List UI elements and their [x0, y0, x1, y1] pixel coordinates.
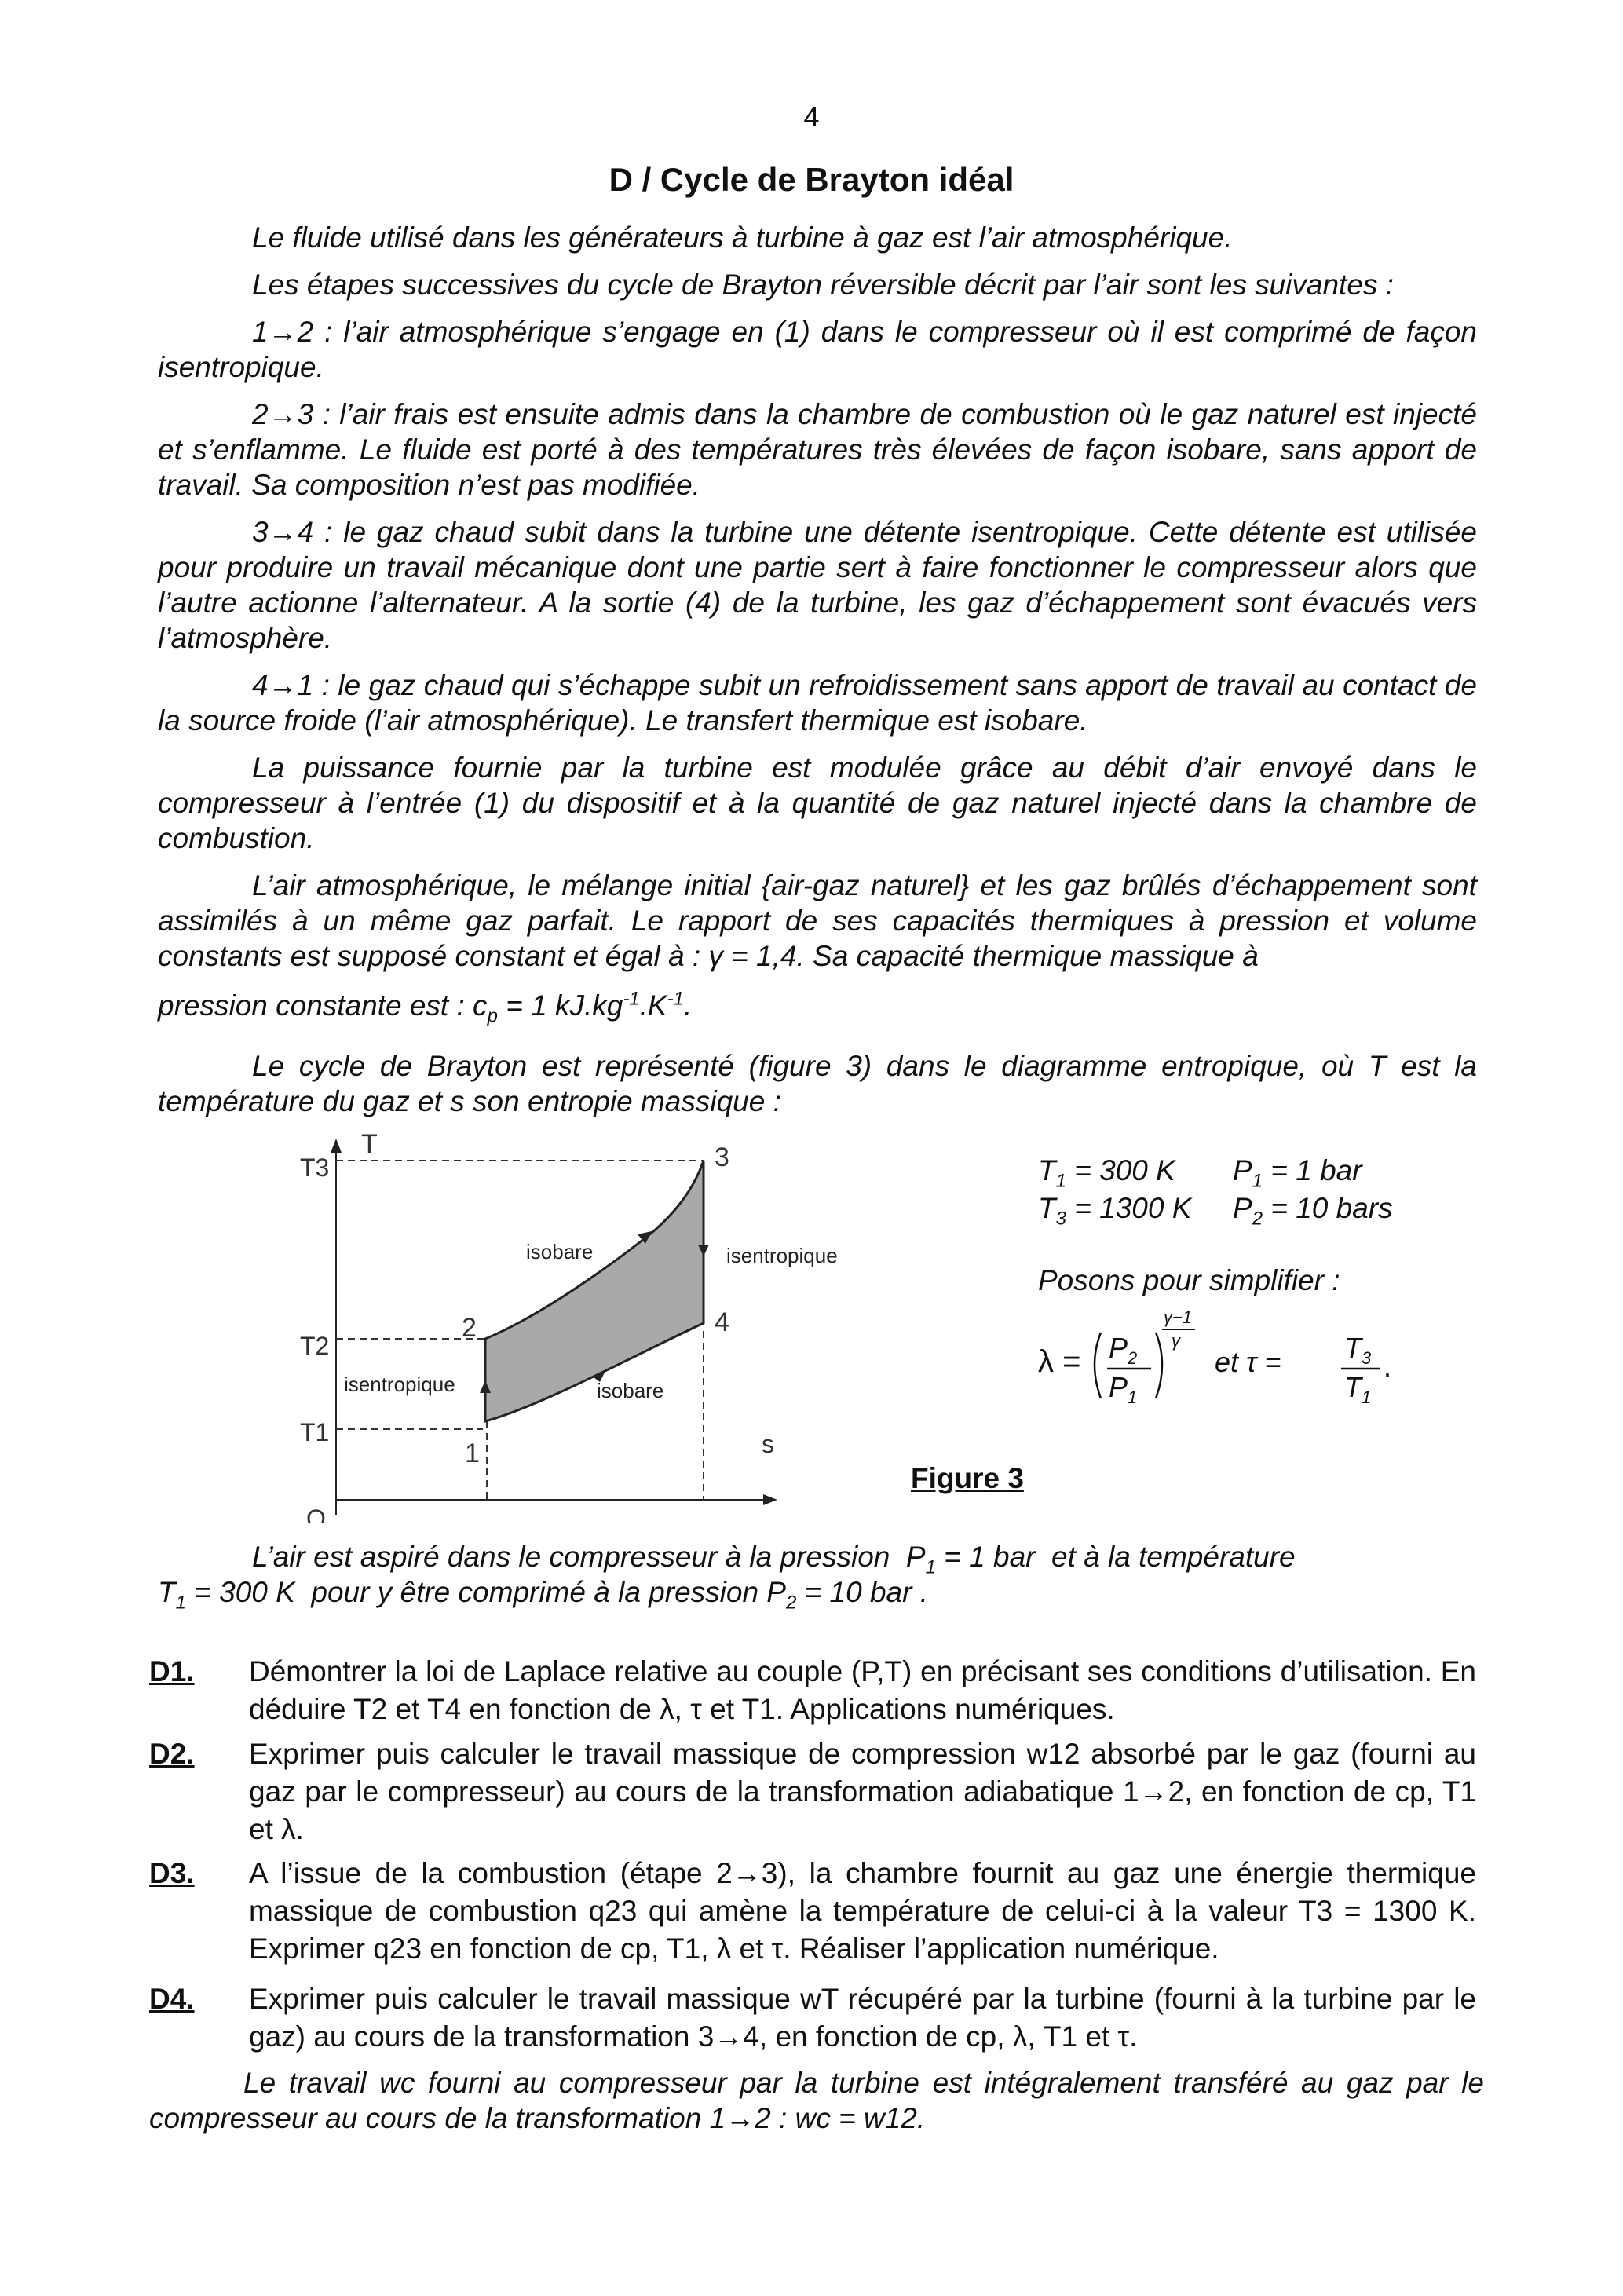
- point-3-label: 3: [715, 1143, 729, 1172]
- exponent-denominator: γ: [1172, 1331, 1180, 1351]
- data-t1: $T_1 = 300$ K: [1038, 1154, 1175, 1192]
- t2-label: T2: [300, 1332, 330, 1360]
- origin-label: O: [306, 1504, 326, 1523]
- et-tau-label: et τ =: [1215, 1346, 1281, 1378]
- page-number: 4: [803, 101, 820, 133]
- isentropique-right-label: isentropique: [726, 1244, 838, 1267]
- paragraph-step-1-2: 1→2 : l’air atmosphérique s’engage en (1) dans le compresseur où il est comprimé de façon isentropique.: [158, 316, 1477, 383]
- paragraph-cp: pression constante est : $c_p = 1$ $kJ.kg^{-1}.K^{-1}$.: [158, 988, 693, 1027]
- paragraph-step-3-4: 3→4 : le gaz chaud subit dans la turbine une détente isentropique. Cette détente est utilisée pour produire un travail mécanique dont une partie sert à faire fonctionner le compresseur alors que l’autre actionne l’alternateur. A la sortie (4) de la turbine, les gaz d’échappement sont évacués vers l’atmosphère.: [158, 516, 1477, 654]
- ts-diagram: [283, 1131, 879, 1523]
- paren-right: [1156, 1333, 1162, 1398]
- lambda-tau-formula: [1038, 1307, 1407, 1417]
- point-1-label: 1: [465, 1439, 480, 1468]
- p2-symbol: $P_2$: [1109, 1332, 1138, 1368]
- formula-period: .: [1384, 1351, 1392, 1383]
- t1-symbol: $T_1$: [1344, 1371, 1372, 1407]
- figure-label: Figure 3: [911, 1462, 1024, 1494]
- lambda-symbol: λ =: [1038, 1344, 1081, 1379]
- data-t3: $T_3 = 1300$ K: [1038, 1192, 1192, 1230]
- paren-left: [1095, 1333, 1101, 1398]
- question-d1-label: D1.: [149, 1655, 195, 1687]
- point-4-label: 4: [715, 1307, 729, 1337]
- lambda-tau-formula-svg: [1038, 1307, 1407, 1417]
- question-d3-text: A l’issue de la combustion (étape 2→3), la chambre fournit au gaz une énergie thermique massique de combustion q23 qui amène la température de celui-ci à la valeur T3 = 1300 K. Exprimer q23 en fonction de cp, T1, λ et τ. Réaliser l’application numérique.: [249, 1857, 1476, 1965]
- paragraph-step-4-1: 4→1 : le gaz chaud qui s’échappe subit un refroidissement sans apport de travail au contact de la source froide (l’air atmosphérique). Le transfert thermique est isobare.: [158, 669, 1477, 737]
- question-d4-text: Exprimer puis calculer le travail massique wT récupéré par la turbine (fourni à la turbine par le gaz) au cours de la transformation 3→4, en fonction de cp, λ, T1 et τ.: [249, 1983, 1476, 2053]
- question-d4-label: D4.: [149, 1983, 195, 2015]
- t3-label: T3: [300, 1153, 330, 1182]
- question-d1-text: Démontrer la loi de Laplace relative au couple (P,T) en précisant ses conditions d’utilisation. En déduire T2 et T4 en fonction de λ, τ et T1. Applications numériques.: [249, 1655, 1476, 1725]
- ts-diagram-svg: [283, 1131, 879, 1523]
- t1-label: T1: [300, 1418, 330, 1446]
- paragraph-gaz-parfait: L’air atmosphérique, le mélange initial {air-gaz naturel} et les gaz brûlés d’échappement sont assimilés à un même gaz parfait. Le rapport de ses capacités thermiques à pression et volume constants est supposé constant et égal à : γ = 1,4. Sa capacité thermique massique à: [158, 869, 1477, 972]
- t-axis-arrow: [331, 1139, 342, 1153]
- paragraph-aspiration: L’air est aspiré dans le compresseur à la pression $P_1 = 1$ bar et à la température $T_1 = 300$ K pour y être comprimé à la pression $P_2 = 10$ bar .: [158, 1541, 1296, 1614]
- paragraph-steps-intro: Les étapes successives du cycle de Brayton réversible décrit par l’air sont les suivantes :: [252, 269, 1394, 301]
- isobare-bottom-label: isobare: [597, 1379, 664, 1402]
- section-title: D / Cycle de Brayton idéal: [609, 161, 1014, 198]
- question-d2-text: Exprimer puis calculer le travail massique de compression w12 absorbé par le gaz (fourni au gaz par le compresseur) au cours de la transformation adiabatique 1→2, en fonction de cp, T1 et λ.: [249, 1738, 1476, 1845]
- paragraph-intro: Le fluide utilisé dans les générateurs à turbine à gaz est l’air atmosphérique.: [252, 221, 1233, 254]
- t3-symbol: $T_3$: [1344, 1332, 1372, 1368]
- question-d3-label: D3.: [149, 1857, 195, 1889]
- isentropique-left-label: isentropique: [344, 1373, 455, 1396]
- point-2-label: 2: [462, 1313, 477, 1343]
- paragraph-figure-intro: Le cycle de Brayton est représenté (figure 3) dans le diagramme entropique, où T est la température du gaz et s son entropie massique :: [158, 1050, 1477, 1117]
- isobare-top-label: isobare: [526, 1240, 594, 1263]
- data-p2: $P_2 = 10$ bars: [1233, 1192, 1393, 1230]
- s-axis-arrow: [763, 1494, 777, 1505]
- exponent-numerator: γ−1: [1164, 1307, 1193, 1327]
- question-d2-label: D2.: [149, 1738, 195, 1770]
- p1-symbol: $P_1$: [1109, 1371, 1138, 1407]
- brayton-cycle-area: [485, 1161, 704, 1421]
- paragraph-puissance: La puissance fournie par la turbine est modulée grâce au débit d’air envoyé dans le compresseur à l’entrée (1) du dispositif et à la quantité de gaz naturel injecté dans la chambre de combustion.: [158, 751, 1477, 854]
- paragraph-step-2-3: 2→3 : l’air frais est ensuite admis dans la chambre de combustion où le gaz naturel est injecté et s’enflamme. Le fluide est porté à des températures très élevées de façon isobare, sans apport de travail. Sa composition n’est pas modifiée.: [158, 398, 1477, 501]
- t-axis-label: T: [361, 1131, 378, 1159]
- paragraph-final: Le travail wc fourni au compresseur par la turbine est intégralement transféré au gaz par le compresseur au cours de la transformation 1→2 : wc = w12.: [149, 2067, 1484, 2134]
- s-axis-label: s: [762, 1430, 774, 1458]
- data-posons: Posons pour simplifier :: [1038, 1264, 1340, 1296]
- data-p1: $P_1 = 1$ bar: [1233, 1154, 1362, 1192]
